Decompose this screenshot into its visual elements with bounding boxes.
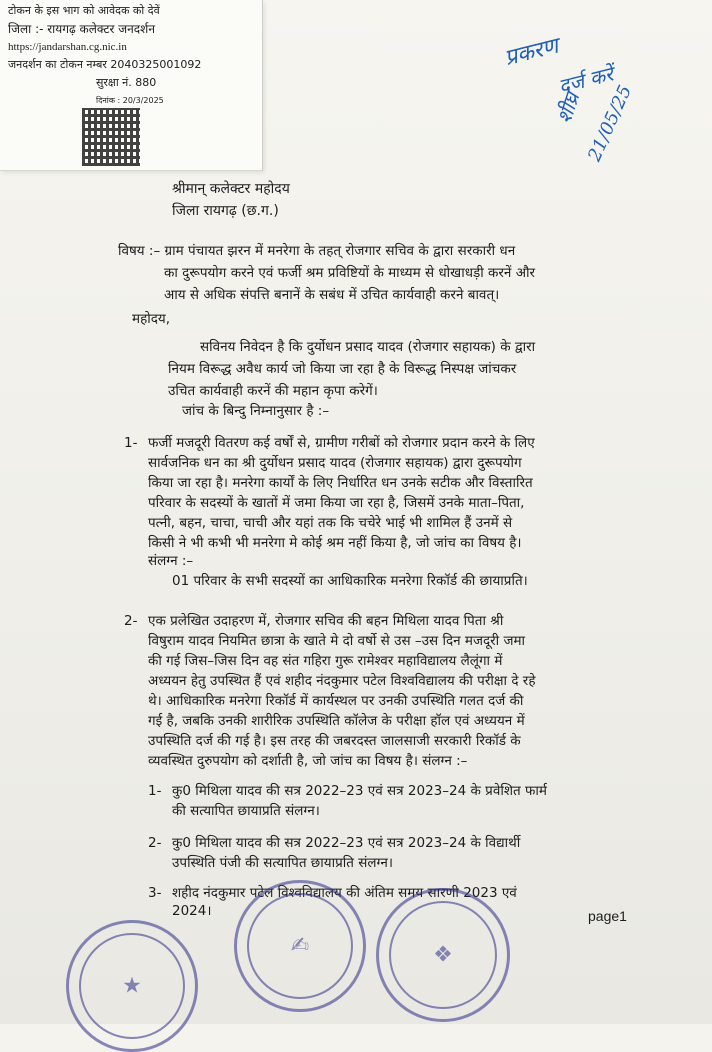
point-number: 1-: [124, 435, 138, 451]
point2-line: विषुराम यादव नियमित छात्रा के खाते मे दो वर्षो से उस –उस दिन मजदूरी जमा: [148, 633, 526, 649]
panchayat-seal-stamp: [66, 920, 198, 1052]
handnote-date: 21/05/25: [584, 82, 637, 165]
address-line: श्रीमान् कलेक्टर महोदय: [172, 181, 290, 197]
intro-line: सविनय निवेदन है कि दुर्योधन प्रसाद यादव (रोजगार सहायक) के द्वारा: [200, 339, 536, 355]
handnote-line: दर्ज करें: [556, 61, 616, 99]
token-line: टोकन के इस भाग को आवेदक को देवें: [8, 4, 160, 17]
point2-line: की गई जिस–जिस दिन वह संत गहिरा गुरू रामेश्वर महाविद्यालय लैलूंगा में: [148, 653, 503, 669]
handwritten-note: [500, 18, 700, 188]
sub1-line: कु0 मिथिला यादव की सत्र 2022–23 एवं सत्र 2023–24 के प्रवेशित फार्म: [172, 783, 547, 799]
page-number: page1: [588, 908, 627, 924]
handnote-line: प्रकरण: [502, 33, 561, 72]
point2-line: थे। आधिकारिक मनरेगा रिकॉर्ड में कार्यस्थल पर उनकी उपस्थिति गलत दर्ज की: [148, 693, 524, 709]
subject-line: आय से अधिक संपत्ति बनानें के सबंध में उचित कार्यवाही करने बावत्।: [164, 287, 500, 303]
emblem-seal-stamp: [376, 888, 510, 1022]
subject-line: का दुरूपयोग करने एवं फर्जी श्रम प्रविष्टियों के माध्यम से धोखाधड़ी करनें और: [164, 265, 536, 281]
sub-number: 2-: [148, 835, 162, 851]
point1-line: फर्जी मजदूरी वितरण कई वर्षों से, ग्रामीण गरीबों को रोजगार प्रदान करने के लिए: [148, 435, 535, 451]
point2-line: एक प्रलेखित उदाहरण में, रोजगार सचिव की बहन मिथिला यादव पिता श्री: [148, 613, 504, 629]
seal-star-icon: ★: [122, 973, 142, 999]
token-url: https://jandarshan.cg.nic.in: [8, 41, 127, 53]
address-line: जिला रायगढ़ (छ.ग.): [172, 203, 279, 219]
sub2-line: कु0 मिथिला यादव की सत्र 2022–23 एवं सत्र 2023–24 के विद्यार्थी: [172, 835, 521, 851]
point1-line: किया जा रहा है। मनरेगा कार्यों के लिए निर्धारित धन उनके सटीक और विस्तारित: [148, 475, 533, 491]
sub-number: 1-: [148, 783, 162, 799]
signature-scribble-icon: ✍: [290, 933, 310, 959]
salutation: महोदय,: [132, 311, 171, 327]
attachment-item: 01 परिवार के सभी सदस्यों का आधिकारिक मनरेगा रिकॉर्ड की छायाप्रति।: [172, 573, 528, 589]
point2-line: व्यवस्थित दुरुपयोग को दर्शाती है, जो जांच का विषय है। संलग्न :–: [148, 753, 468, 769]
intro-line: उचित कार्यवाही करनें की महान कृपा करेगें।: [168, 383, 378, 399]
points-heading: जांच के बिन्दु निम्नानुसार है :–: [182, 403, 330, 419]
jandarshan-token-slip: [0, 0, 263, 171]
point1-line: किसी ने भी कभी भी मनरेगा मे कोई श्रम नहीं किया है, जो जांच का विषय है।: [148, 535, 522, 551]
token-date: दिनांक : 20/3/2025: [96, 96, 164, 105]
sub2-line: उपस्थिति पंजी की सत्यापित छायाप्रति संलग्न।: [172, 855, 393, 871]
point1-line: परिवार के सदस्यों के खातों में जमा किया जा रहा है, जिसमें उनके माता–पिता,: [148, 495, 525, 511]
sub3-line: शहीद नंदकुमार पटेल विश्वविद्यालय की अंतिम समय सारणी 2023 एवं: [172, 885, 517, 901]
office-seal-stamp: [234, 880, 366, 1012]
subject-line: विषय :– ग्राम पंचायत झरन में मनरेगा के तहत् रोजगार सचिव के द्वारा सरकारी धन: [118, 243, 516, 259]
point2-line: उपस्थिति दर्ज की गई है। इस तरह की जबरदस्त जालसाजी सरकारी रिकॉर्ड के: [148, 733, 521, 749]
sub1-line: की सत्यापित छायाप्रति संलग्न।: [172, 803, 320, 819]
point2-line: गई है, जबकि उनकी शारीरिक उपस्थिति कॉलेज के परीक्षा हॉल एवं अध्ययन में: [148, 713, 525, 729]
attachment-label: संलग्न :–: [148, 553, 194, 569]
token-line: जिला :- रायगढ़ कलेक्टर जनदर्शन: [8, 22, 155, 36]
sub-number: 3-: [148, 885, 162, 901]
handnote-line: शीघ्र: [551, 89, 585, 127]
token-security: सुरक्षा नं. 880: [96, 76, 157, 89]
national-emblem-icon: ❖: [433, 942, 453, 968]
point1-line: पत्नी, बहन, चाचा, चाची और यहां तक कि चचेरे भाई भी शामिल हैं उनमें से: [148, 515, 513, 531]
intro-line: नियम विरूद्ध अवैध कार्य जो किया जा रहा है के विरूद्ध निस्पक्ष जांचकर: [168, 361, 517, 377]
qr-code-icon: [82, 108, 140, 166]
token-number: जनदर्शन का टोकन नम्बर 2040325001092: [8, 58, 202, 71]
point1-line: सार्वजनिक धन का श्री दुर्योधन प्रसाद यादव (रोजगार सहायक) द्वारा दुरूपयोग: [148, 455, 522, 471]
point-number: 2-: [124, 613, 138, 629]
point2-line: अध्ययन हेतु उपस्थित हैं एवं शहीद नंदकुमार पटेल विश्वविद्यालय की परीक्षा दे रहे: [148, 673, 536, 689]
sub3-line: 2024।: [172, 903, 212, 919]
